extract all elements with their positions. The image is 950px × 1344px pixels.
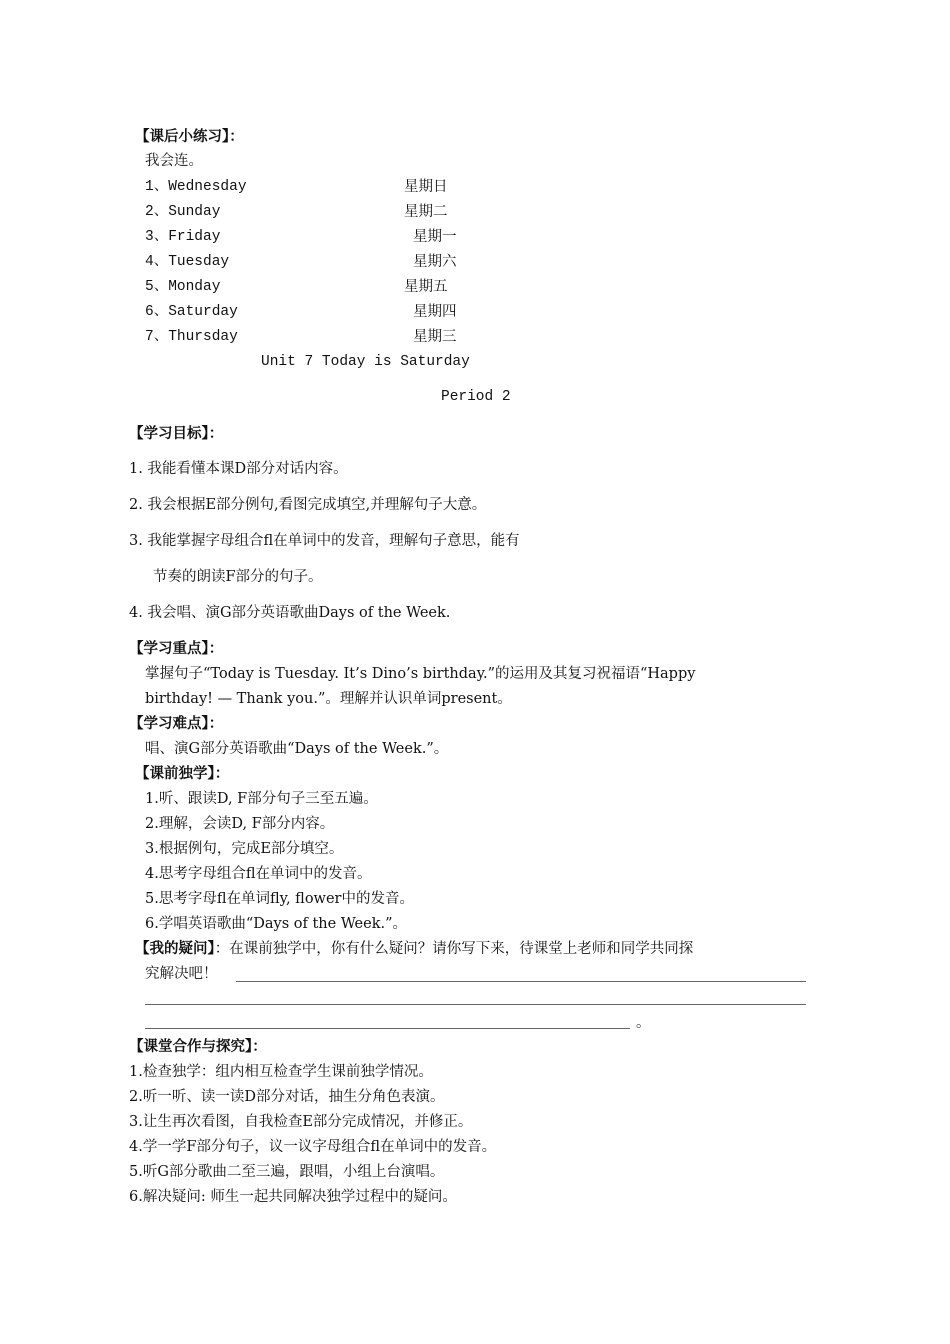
answer-line-3[interactable] — [145, 1028, 630, 1029]
match-english-7: 7、Thursday — [145, 329, 238, 345]
cooperation-item-4: 4.学一学F部分句子，议一议字母组合fl在单词中的发音。 — [129, 1139, 497, 1155]
cooperation-item-6: 6.解决疑问: 师生一起共同解决独学过程中的疑问。 — [129, 1189, 457, 1205]
answer-line-2[interactable] — [145, 1004, 806, 1005]
match-english-2: 2、Sunday — [145, 204, 221, 220]
goal-item-3-cont: 节奏的朗读F部分的句子。 — [153, 569, 323, 585]
match-instruction: 我会连。 — [145, 153, 203, 169]
cooperation-heading: 【课堂合作与探究】： — [129, 1038, 267, 1055]
match-english-1: 1、Wednesday — [145, 179, 247, 195]
difficulty-line: 唱、演G部分英语歌曲“Days of the Week.”。 — [145, 741, 449, 757]
pre-study-item-1: 1.听、跟读D, F部分句子三至五遍。 — [145, 791, 378, 807]
goal-item-4: 4. 我会唱、演G部分英语歌曲Days of the Week. — [129, 605, 451, 621]
goal-item-3: 3. 我能掌握字母组合fl在单词中的发音，理解句子意思，能有 — [129, 533, 520, 549]
cooperation-item-1: 1.检查独学：组内相互检查学生课前独学情况。 — [129, 1064, 433, 1080]
pre-study-item-3: 3.根据例句，完成E部分填空。 — [145, 841, 344, 857]
match-english-5: 5、Monday — [145, 279, 221, 295]
questions-prompt: ：在课前独学中，你有什么疑问？请你写下来，待课堂上老师和同学共同探 — [214, 941, 694, 957]
match-english-6: 6、Saturday — [145, 304, 238, 320]
pre-study-item-4: 4.思考字母组合fl在单词中的发音。 — [145, 866, 372, 882]
goal-item-2: 2. 我会根据E部分例句,看图完成填空,并理解句子大意。 — [129, 497, 487, 513]
pre-study-item-2: 2.理解，会读D, F部分内容。 — [145, 816, 335, 832]
match-english-4: 4、Tuesday — [145, 254, 230, 270]
cooperation-item-5: 5.听G部分歌曲二至三遍，跟唱，小组上台演唱。 — [129, 1164, 445, 1180]
questions-line-1 — [135, 939, 693, 959]
answer-line-1[interactable] — [236, 981, 806, 982]
match-chinese-4: 星期六 — [413, 254, 457, 270]
questions-heading: 【我的疑问】 — [135, 940, 215, 957]
match-chinese-3: 星期一 — [413, 229, 457, 245]
period-label: Period 2 — [441, 389, 511, 405]
answer-end-mark: 。 — [636, 1015, 651, 1031]
cooperation-item-2: 2.听一听、读一读D部分对话，抽生分角色表演。 — [129, 1089, 445, 1105]
pre-study-heading: 【课前独学】： — [135, 765, 230, 782]
key-points-line-2: birthday! — Thank you.”。理解并认识单词present。 — [145, 691, 512, 707]
match-chinese-7: 星期三 — [413, 329, 457, 345]
match-chinese-5: 星期五 — [404, 279, 448, 295]
pre-study-item-6: 6.学唱英语歌曲“Days of the Week.”。 — [145, 916, 408, 932]
after-class-heading: 【课后小练习】： — [135, 128, 244, 145]
goal-item-1: 1. 我能看懂本课D部分对话内容。 — [129, 461, 348, 477]
key-points-line-1: 掌握句子“Today is Tuesday. It’s Dino’s birthday.”的运用及其复习祝福语“Happy — [145, 666, 696, 682]
questions-prompt-cont: 究解决吧！ — [145, 966, 218, 982]
goals-heading: 【学习目标】： — [129, 425, 224, 442]
match-chinese-2: 星期二 — [404, 204, 448, 220]
match-english-3: 3、Friday — [145, 229, 221, 245]
key-points-heading: 【学习重点】： — [129, 640, 224, 657]
match-chinese-1: 星期日 — [404, 179, 448, 195]
cooperation-item-3: 3.让生再次看图，自我检查E部分完成情况，并修正。 — [129, 1114, 473, 1130]
pre-study-item-5: 5.思考字母fl在单词fly, flower中的发音。 — [145, 891, 414, 907]
unit-title: Unit 7 Today is Saturday — [261, 354, 470, 370]
difficulty-heading: 【学习难点】： — [129, 715, 224, 732]
match-chinese-6: 星期四 — [413, 304, 457, 320]
